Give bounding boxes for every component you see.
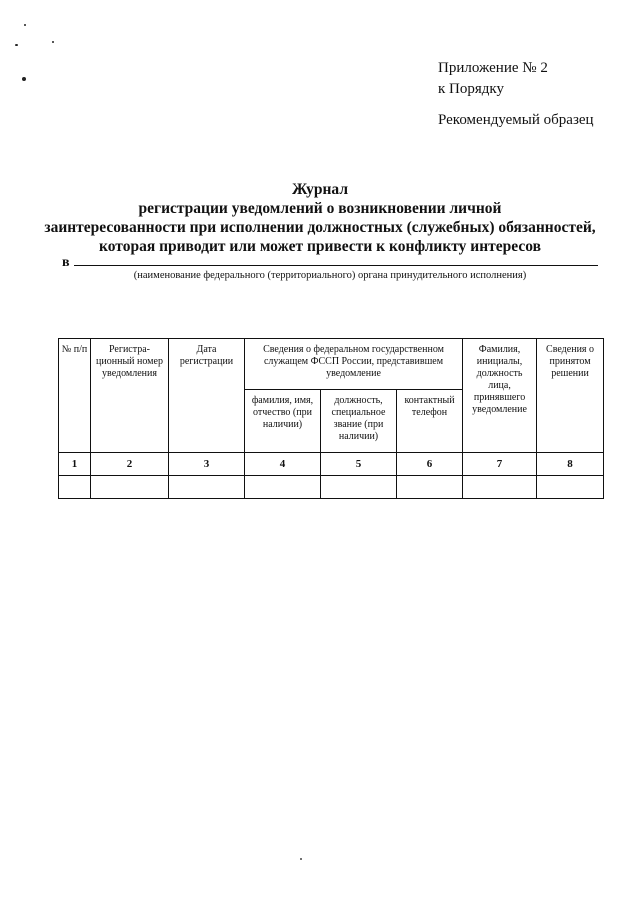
appendix-note: [438, 58, 548, 100]
header-employee-info: Сведения о федеральном государственном служащем ФССП России, представившем уведомление: [245, 339, 463, 390]
empty-entry-row: [59, 476, 604, 499]
scan-speck: [52, 41, 54, 43]
header-full-name: фамилия, имя, отчество (при наличии): [245, 390, 321, 453]
column-number-row: [59, 453, 604, 476]
header-reg-date: Дата регистрации: [169, 339, 245, 453]
column-number: 7: [463, 453, 537, 476]
title-line-1: Журнал: [291, 181, 349, 198]
column-number: 3: [169, 453, 245, 476]
title-line-4: которая приводит или может привести к конфликту интересов: [99, 238, 541, 255]
appendix-reference: к Порядку: [438, 81, 504, 97]
org-prefix: в: [62, 255, 70, 270]
title-line-2: регистрации уведомлений о возникновении личной: [138, 200, 502, 217]
column-number: 1: [59, 453, 91, 476]
column-number: 5: [321, 453, 397, 476]
header-receiver: Фамилия, инициалы, должность лица, принявшего уведомление: [463, 339, 537, 453]
title-line-3: заинтересованности при исполнении должностных (служебных) обязанностей,: [44, 219, 596, 236]
empty-cell: [169, 476, 245, 499]
recommended-sample-label: Рекомендуемый образец: [438, 112, 594, 128]
org-fill-line: [74, 265, 598, 266]
empty-cell: [59, 476, 91, 499]
scan-speck: [22, 77, 26, 81]
empty-cell: [91, 476, 169, 499]
column-number: 6: [397, 453, 463, 476]
registration-table: [58, 338, 604, 499]
org-caption: (наименование федерального (территориального) органа принудительного исполнения): [133, 270, 527, 281]
header-number: № п/п: [59, 339, 91, 453]
empty-cell: [321, 476, 397, 499]
empty-cell: [463, 476, 537, 499]
empty-cell: [245, 476, 321, 499]
empty-cell: [537, 476, 604, 499]
column-number: 8: [537, 453, 604, 476]
column-number: 2: [91, 453, 169, 476]
scan-speck: [24, 24, 26, 26]
scan-speck: [300, 858, 302, 860]
header-position: должность, специальное звание (при наличии): [321, 390, 397, 453]
column-number: 4: [245, 453, 321, 476]
header-row-1: [59, 339, 604, 390]
appendix-number: Приложение № 2: [438, 60, 548, 76]
header-decision: Сведения о принятом решении: [537, 339, 604, 453]
header-phone: контактный телефон: [397, 390, 463, 453]
header-reg-number: Регистра-ционный номер уведомления: [91, 339, 169, 453]
empty-cell: [397, 476, 463, 499]
scan-speck: [15, 44, 18, 46]
document-title: [40, 180, 600, 256]
